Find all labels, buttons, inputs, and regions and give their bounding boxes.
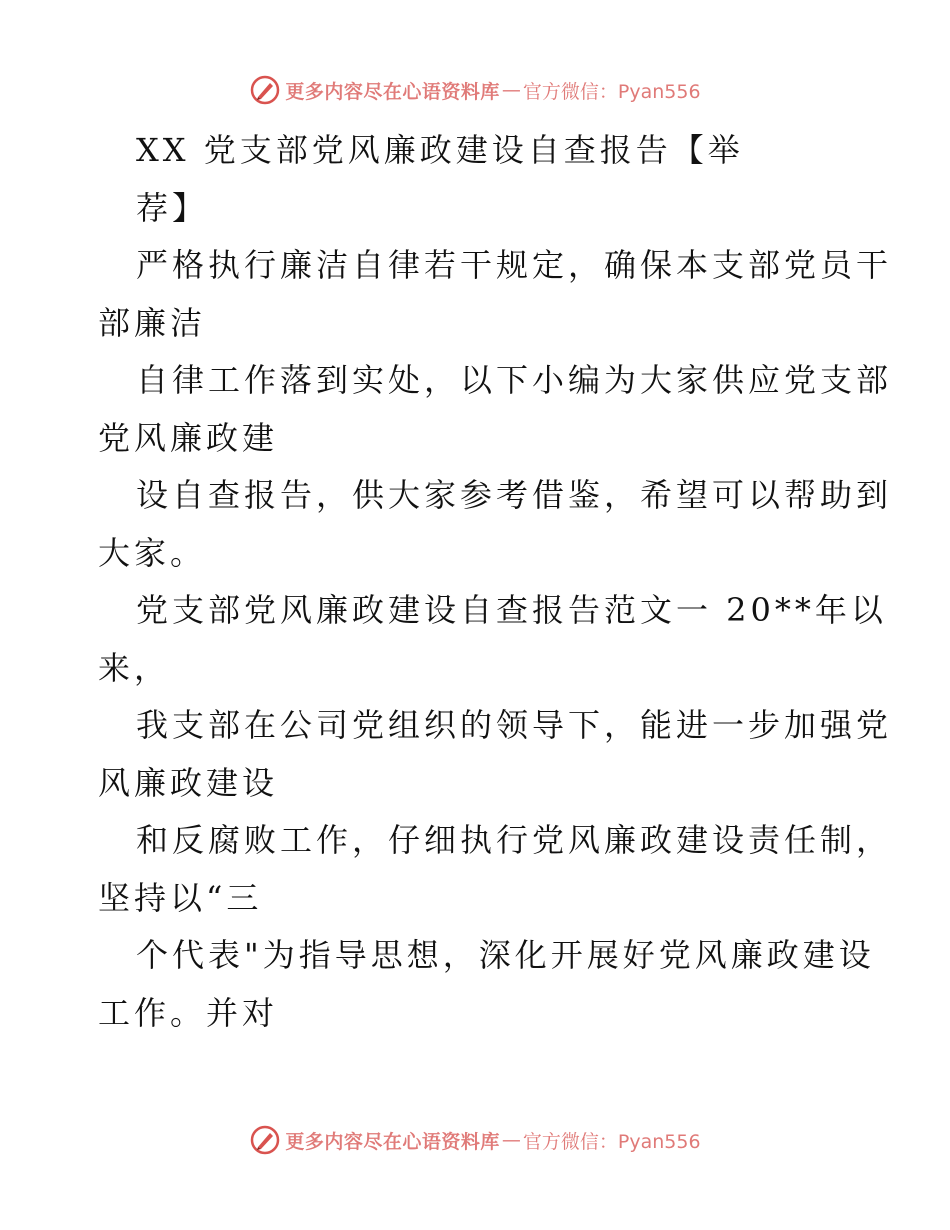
watermark-site-text: 更多内容尽在心语资料库 [285, 1130, 500, 1153]
footer-watermark [0, 1120, 950, 1160]
watermark-separator: — [501, 1129, 521, 1151]
document-body [98, 122, 893, 1042]
doc-line: 和反腐败工作，仔细执行党风廉政建设责任制， [136, 821, 893, 859]
doc-line: 风廉政建设 [98, 763, 279, 802]
doc-line: 坚持以“三 [98, 878, 263, 917]
pen-logo-icon [249, 1124, 281, 1156]
doc-line: 严格执行廉洁自律若干规定，确保本支部党员干 [136, 246, 893, 284]
doc-line: 我支部在公司党组织的领导下，能进一步加强党 [136, 706, 893, 744]
watermark-wechat-text: 官方微信：Pyan556 [522, 1130, 701, 1153]
watermark-wechat-text: 官方微信：Pyan556 [522, 80, 701, 103]
doc-line: 工作。并对 [98, 993, 279, 1032]
doc-line: 部廉洁 [98, 303, 207, 342]
doc-line: 党风廉政建 [98, 418, 279, 457]
watermark-separator: — [501, 79, 521, 101]
doc-title-line: 荐】 [136, 188, 209, 227]
doc-title-line: XX 党支部党风廉政建设自查报告【举 [136, 131, 744, 169]
doc-line: 设自查报告，供大家参考借鉴，希望可以帮助到 [136, 476, 893, 514]
header-watermark [0, 70, 950, 110]
doc-line: 党支部党风廉政建设自查报告范文一 20**年以 [136, 591, 887, 629]
doc-line: 来， [98, 648, 171, 687]
doc-line: 自律工作落到实处，以下小编为大家供应党支部 [136, 361, 893, 399]
doc-line: 个代表"为指导思想，深化开展好党风廉政建设 [136, 936, 875, 974]
doc-line: 大家。 [98, 533, 207, 572]
pen-logo-icon [249, 74, 281, 106]
watermark-site-text: 更多内容尽在心语资料库 [285, 80, 500, 103]
